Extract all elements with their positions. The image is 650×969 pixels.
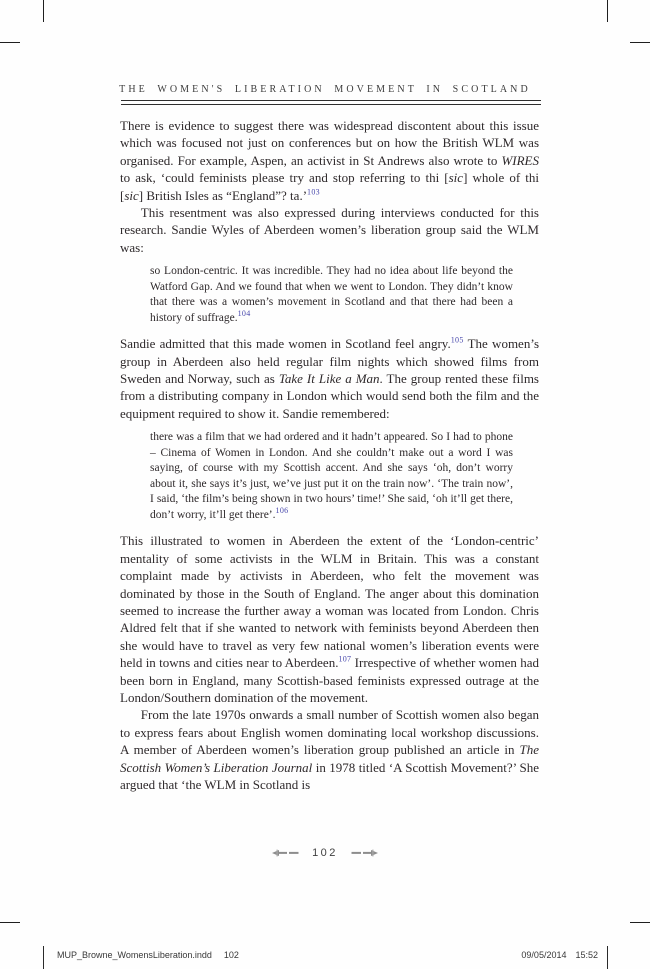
text-run: there was a film that we had ordered and it hadn’t appeared. So I had to phone – Cinema of Women in London. And she couldn’t make out a word I was saying, of course with my Scottish accent. And she says ‘oh, don’t worry about it, she says it’s just, we’ve just put it on the train now’. ‘The train now’, I said, ‘the film’s being shown in two hours’ time!’ She said, ‘oh it’ll get there, don’t worry, it’ll get there’. <box>150 431 513 521</box>
text-run: This resentment was also expressed during interviews conducted for this research. Sandie Wyles of Aberdeen women’s liberation group said the WLM was: <box>120 205 539 255</box>
proof-crop-right <box>607 946 608 969</box>
body-paragraph-1 <box>120 117 539 204</box>
body-paragraph-3 <box>120 335 539 422</box>
footnote-ref: 104 <box>237 308 251 318</box>
text-run: so London-centric. It was incredible. They had no idea about life beyond the Watford Gap. And we found that when we went to London. They didn’t know that there was a women’s movement in Scotland and that there had been a history of suffrage. <box>150 265 513 324</box>
page-ornament-right-icon <box>351 849 378 857</box>
crop-mark-top-left-horizontal <box>0 42 20 43</box>
running-head-rule <box>121 100 541 105</box>
page-ornament-left-icon <box>272 849 299 857</box>
body-paragraph-4 <box>120 532 539 706</box>
proof-crop-left <box>43 946 44 969</box>
block-quote-1 <box>150 264 513 326</box>
proof-date: 09/05/2014 <box>521 950 567 960</box>
crop-mark-top-right-vertical <box>607 0 608 22</box>
proof-page-number: 102 <box>223 950 239 960</box>
crop-mark-bottom-right-horizontal <box>630 922 650 923</box>
text-run: to ask, ‘could feminists please try and stop referring to thi [ <box>120 170 449 186</box>
text-run: . The group rented these films from a distributing company in London which would send both the film and the equipment required to show it. Sandie remembered: <box>120 371 539 421</box>
text-run: Sandie admitted that this made women in Scotland feel angry. <box>120 336 451 352</box>
italic-text: WIRES <box>501 152 539 168</box>
crop-mark-bottom-left-horizontal <box>0 922 20 923</box>
proof-filename: MUP_Browne_WomensLiberation.indd <box>57 950 212 960</box>
footnote-ref: 103 <box>307 187 320 197</box>
footnote-ref: 106 <box>275 505 289 515</box>
text-run: ] British Isles as “England”? ta.’ <box>138 187 308 203</box>
text-run: Irrespective of whether women had been born in England, many Scottish-based feminists expressed outrage at the London/Southern domination of the movement. <box>120 655 539 705</box>
body-paragraph-2 <box>120 204 539 256</box>
body-paragraph-5 <box>120 706 539 793</box>
block-quote-2 <box>150 430 513 523</box>
crop-mark-top-left-vertical <box>43 0 44 22</box>
text-run: This illustrated to women in Aberdeen the extent of the ‘London-centric’ mentality of some activists in the WLM in Britain. This was a constant complaint made by activists in Aberdeen, who felt the movement was dominated by those in the South of England. The anger about this domination seemed to increase the further away a woman was located from London. Chris Aldred felt that if she wanted to network with feminists beyond Aberdeen then she would have to travel as very few national women’s liberation events were held in towns and cities near to Aberdeen. <box>120 533 539 671</box>
page-footer <box>0 844 650 862</box>
text-run: From the late 1970s onwards a small number of Scottish women also began to express fears about English women dominating local workshop discussions. A member of Aberdeen women’s liberation group published an article in <box>120 707 539 758</box>
text-run: ] whole of thi [ <box>120 170 539 203</box>
text-run: There is evidence to suggest there was widespread discontent about this issue which was focused not just on conferences but on how the British WLM was organised. For example, Aspen, an activist in St Andrews also wrote to <box>120 118 539 168</box>
text-run: in 1978 titled ‘A Scottish Movement?’ She argued that ‘the WLM in Scotland is <box>120 759 539 792</box>
body-text-column <box>120 117 539 793</box>
italic-text: The Scottish Women’s Liberation Journal <box>120 742 539 775</box>
proof-slug-right <box>521 950 598 960</box>
proof-time: 15:52 <box>575 950 598 960</box>
running-head-title: THE WOMEN'S LIBERATION MOVEMENT IN SCOTLAND <box>119 84 531 95</box>
text-run: The women’s group in Aberdeen also held regular film nights which showed films from Sweden and Norway, such as <box>120 336 539 387</box>
italic-text: Take It Like a Man <box>278 371 380 387</box>
italic-text: sic <box>448 170 464 186</box>
crop-mark-top-right-horizontal <box>630 42 650 43</box>
footnote-ref: 105 <box>450 335 464 345</box>
page-number: 102 <box>312 847 338 859</box>
proof-slug-left <box>57 950 239 960</box>
italic-text: sic <box>124 187 139 203</box>
footnote-ref: 107 <box>338 654 352 664</box>
